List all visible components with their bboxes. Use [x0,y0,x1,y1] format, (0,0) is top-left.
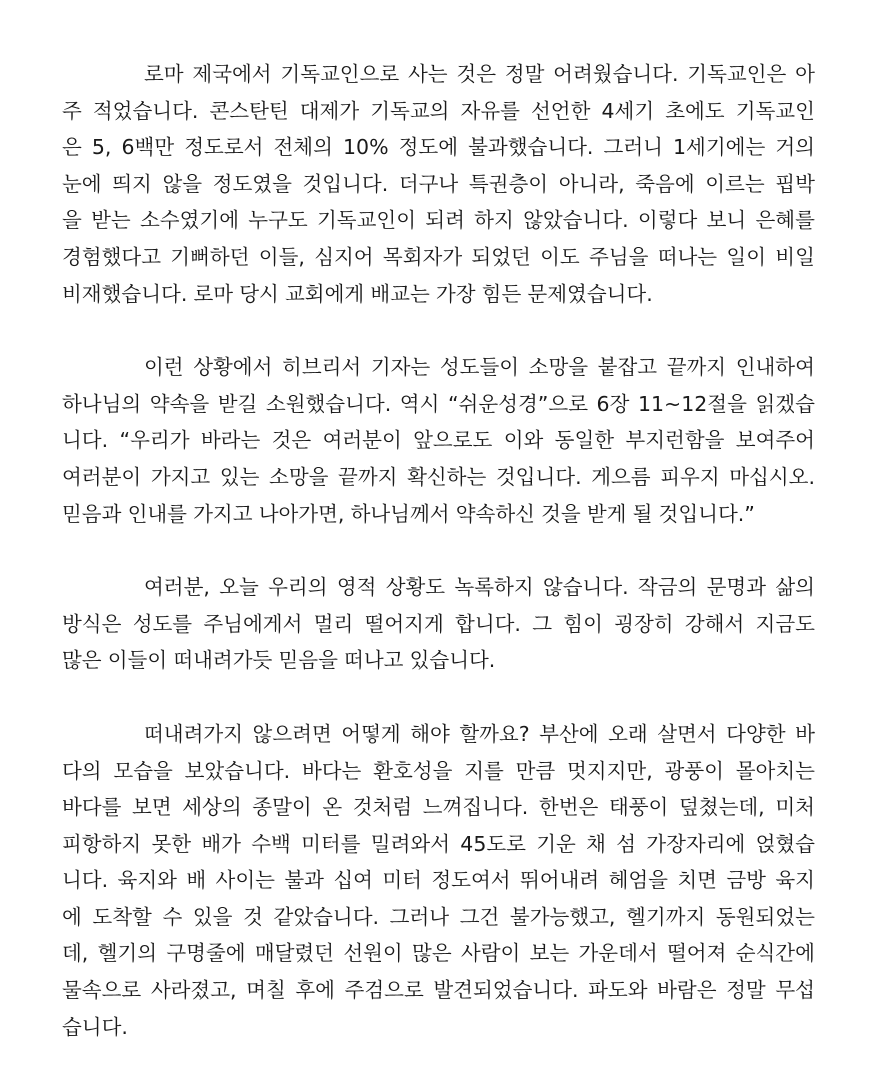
text-line: 비재했습니다. 로마 당시 교회에게 배교는 가장 힘든 문제였습니다. [62,281,653,306]
text-line: 에 도착할 수 있을 것 같았습니다. 그러나 그건 불가능했고, 헬기까지 동원되었는 [62,904,815,929]
text-line: 니다. 육지와 배 사이는 불과 십여 미터 정도여서 뛰어내려 헤엄을 치면 금방 육지 [62,868,815,893]
text-line: 여러분, 오늘 우리의 영적 상황도 녹록하지 않습니다. 작금의 문명과 삶의 [144,575,815,600]
text-line: 방식은 성도를 주님에게서 멀리 떨어지게 합니다. 그 힘이 굉장히 강해서 지금도 [62,611,815,636]
text-line: 많은 이들이 떠내려가듯 믿음을 떠나고 있습니다. [62,648,496,673]
paragraph [62,56,815,312]
text-line: 여러분이 가지고 있는 소망을 끝까지 확신하는 것입니다. 게으름 피우지 마십시오. [62,464,815,489]
text-line: 하나님의 약속을 받길 소원했습니다. 역시 “쉬운성경”으로 6장 11~12절을 읽겠습 [62,391,815,416]
paragraph [62,349,815,532]
text-line: 경험했다고 기뻐하던 이들, 심지어 목회자가 되었던 이도 주님을 떠나는 일이 비일 [62,244,815,269]
text-line: 물속으로 사라졌고, 며칠 후에 주검으로 발견되었습니다. 파도와 바람은 정말 무섭 [62,978,815,1003]
text-line: 로마 제국에서 기독교인으로 사는 것은 정말 어려웠습니다. 기독교인은 아 [144,62,815,86]
text-line: 주 적었습니다. 콘스탄틴 대제가 기독교의 자유를 선언한 4세기 초에도 기독교인 [62,98,815,123]
paragraph [62,569,815,679]
text-line: 바다를 보면 세상의 종말이 온 것처럼 느껴집니다. 한번은 태풍이 덮쳤는데, 미처 [62,795,815,820]
text-line: 다의 모습을 보았습니다. 바다는 환호성을 지를 만큼 멋지지만, 광풍이 몰아치는 [62,758,815,783]
text-line: 떠내려가지 않으려면 어떻게 해야 할까요? 부산에 오래 살면서 다양한 바 [144,721,815,746]
text-line: 이런 상황에서 히브리서 기자는 성도들이 소망을 붙잡고 끝까지 인내하여 [144,355,815,380]
text-line: 을 받는 소수였기에 누구도 기독교인이 되려 하지 않았습니다. 이렇다 보니 은혜를 [62,208,815,233]
text-line: 눈에 띄지 않을 정도였을 것입니다. 더구나 특권층이 아니라, 죽음에 이르는 핍박 [62,171,815,196]
text-line: 니다. “우리가 바라는 것은 여러분이 앞으로도 이와 동일한 부지런함을 보여주어 [62,428,815,453]
text-line: 은 5, 6백만 정도로서 전체의 10% 정도에 불과했습니다. 그러니 1세기에는 거의 [62,135,815,160]
document-body [62,56,815,1045]
text-line: 데, 헬기의 구명줄에 매달렸던 선원이 많은 사람이 보는 가운데서 떨어져 순식간에 [62,941,815,966]
text-line: 피항하지 못한 배가 수백 미터를 밀려와서 45도로 기운 채 섬 가장자리에 얹혔습 [62,831,815,856]
text-line: 믿음과 인내를 가지고 나아가면, 하나님께서 약속하신 것을 받게 될 것입니다.” [62,501,755,526]
text-line: 습니다. [62,1014,128,1039]
paragraph [62,716,815,1045]
